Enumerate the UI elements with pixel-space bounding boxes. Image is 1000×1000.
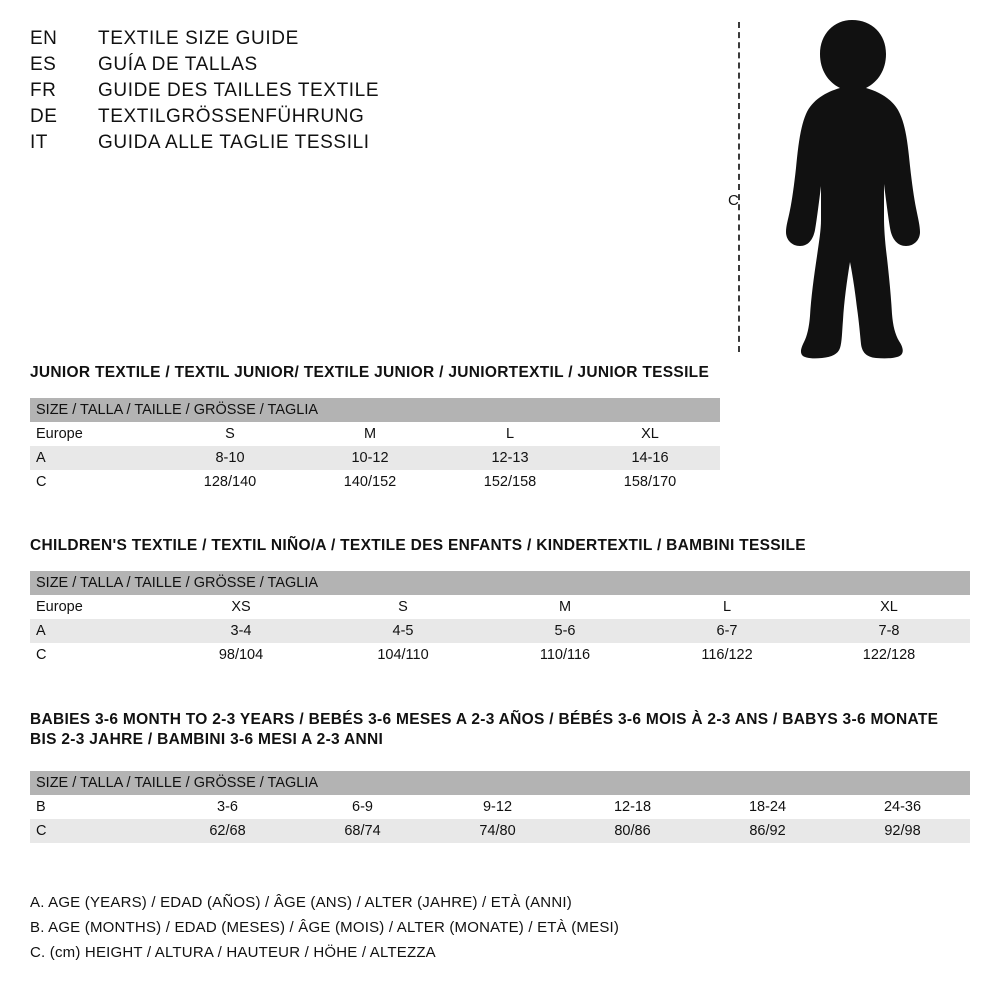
legend-line-c: C. (cm) HEIGHT / ALTURA / HAUTEUR / HÖHE / ALTEZZA bbox=[30, 944, 436, 961]
table-junior bbox=[30, 398, 720, 494]
title-row-fr bbox=[30, 80, 590, 102]
height-dashed-line bbox=[738, 22, 740, 352]
cell-value: 104/110 bbox=[322, 643, 484, 667]
cell-value: 6-9 bbox=[295, 795, 430, 819]
row-label-europe: Europe bbox=[30, 422, 160, 446]
cell-value: 7-8 bbox=[808, 619, 970, 643]
title-text-it: GUIDA ALLE TAGLIE TESSILI bbox=[98, 132, 370, 153]
section-heading-babies: BABIES 3-6 MONTH TO 2-3 YEARS / BEBÉS 3-6 MESES A 2-3 AÑOS / BÉBÉS 3-6 MOIS À 2-3 ANS / BABYS 3-6 MONATE BIS 2-3 JAHRE / BAMBINI 3-6 MESI A 2-3 ANNI bbox=[30, 711, 939, 748]
row-label-a: A bbox=[30, 619, 160, 643]
section-heading-children: CHILDREN'S TEXTILE / TEXTIL NIÑO/A / TEXTILE DES ENFANTS / KINDERTEXTIL / BAMBINI TESSILE bbox=[30, 537, 806, 554]
legend-line-a: A. AGE (YEARS) / EDAD (AÑOS) / ÂGE (ANS) / ALTER (JAHRE) / ETÀ (ANNI) bbox=[30, 894, 572, 911]
cell-value: 140/152 bbox=[300, 470, 440, 494]
height-measure-label: C bbox=[728, 192, 739, 209]
cell-value: XL bbox=[580, 422, 720, 446]
row-label-europe: Europe bbox=[30, 595, 160, 619]
cell-value: 14-16 bbox=[580, 446, 720, 470]
table-row bbox=[30, 619, 970, 643]
cell-value: M bbox=[300, 422, 440, 446]
table-junior-header-bar bbox=[30, 398, 720, 422]
cell-value: S bbox=[160, 422, 300, 446]
table-children-header-label: SIZE / TALLA / TAILLE / GRÖSSE / TAGLIA bbox=[30, 571, 970, 595]
cell-value: XS bbox=[160, 595, 322, 619]
cell-value: 116/122 bbox=[646, 643, 808, 667]
title-text-fr: GUIDE DES TAILLES TEXTILE bbox=[98, 80, 380, 101]
title-lang-en: EN bbox=[30, 28, 58, 49]
row-label-b: B bbox=[30, 795, 160, 819]
cell-value: 3-6 bbox=[160, 795, 295, 819]
table-babies bbox=[30, 771, 970, 843]
cell-value: 68/74 bbox=[295, 819, 430, 843]
title-block bbox=[30, 28, 590, 158]
title-lang-fr: FR bbox=[30, 80, 57, 101]
title-row-en bbox=[30, 28, 590, 50]
table-row bbox=[30, 819, 970, 843]
cell-value: 62/68 bbox=[160, 819, 295, 843]
title-row-es bbox=[30, 54, 590, 76]
cell-value: 80/86 bbox=[565, 819, 700, 843]
table-row bbox=[30, 446, 720, 470]
cell-value: L bbox=[440, 422, 580, 446]
table-children-header-bar bbox=[30, 571, 970, 595]
row-label-a: A bbox=[30, 446, 160, 470]
cell-value: 4-5 bbox=[322, 619, 484, 643]
cell-value: 12-18 bbox=[565, 795, 700, 819]
table-babies-header-label: SIZE / TALLA / TAILLE / GRÖSSE / TAGLIA bbox=[30, 771, 970, 795]
cell-value: S bbox=[322, 595, 484, 619]
cell-value: 158/170 bbox=[580, 470, 720, 494]
cell-value: 122/128 bbox=[808, 643, 970, 667]
child-silhouette-icon bbox=[756, 14, 946, 359]
cell-value: 18-24 bbox=[700, 795, 835, 819]
legend bbox=[30, 890, 619, 965]
cell-value: 10-12 bbox=[300, 446, 440, 470]
table-row bbox=[30, 795, 970, 819]
title-row-it bbox=[30, 132, 590, 154]
cell-value: 128/140 bbox=[160, 470, 300, 494]
title-text-en: TEXTILE SIZE GUIDE bbox=[98, 28, 299, 49]
table-children bbox=[30, 571, 970, 667]
cell-value: 86/92 bbox=[700, 819, 835, 843]
cell-value: 92/98 bbox=[835, 819, 970, 843]
cell-value: 24-36 bbox=[835, 795, 970, 819]
cell-value: 98/104 bbox=[160, 643, 322, 667]
row-label-c: C bbox=[30, 643, 160, 667]
cell-value: 110/116 bbox=[484, 643, 646, 667]
table-row bbox=[30, 595, 970, 619]
table-row bbox=[30, 643, 970, 667]
title-lang-it: IT bbox=[30, 132, 48, 153]
cell-value: 12-13 bbox=[440, 446, 580, 470]
cell-value: 3-4 bbox=[160, 619, 322, 643]
section-heading-junior: JUNIOR TEXTILE / TEXTIL JUNIOR/ TEXTILE JUNIOR / JUNIORTEXTIL / JUNIOR TESSILE bbox=[30, 364, 710, 381]
cell-value: XL bbox=[808, 595, 970, 619]
title-text-es: GUÍA DE TALLAS bbox=[98, 54, 258, 75]
cell-value: L bbox=[646, 595, 808, 619]
title-lang-de: DE bbox=[30, 106, 58, 127]
height-measurement-figure bbox=[728, 14, 958, 359]
cell-value: 8-10 bbox=[160, 446, 300, 470]
legend-line-b: B. AGE (MONTHS) / EDAD (MESES) / ÂGE (MOIS) / ALTER (MONATE) / ETÀ (MESI) bbox=[30, 919, 620, 936]
title-lang-es: ES bbox=[30, 54, 57, 75]
title-text-de: TEXTILGRÖSSENFÜHRUNG bbox=[98, 106, 365, 127]
table-junior-header-label: SIZE / TALLA / TAILLE / GRÖSSE / TAGLIA bbox=[30, 398, 720, 422]
cell-value: 9-12 bbox=[430, 795, 565, 819]
cell-value: 6-7 bbox=[646, 619, 808, 643]
row-label-c: C bbox=[30, 470, 160, 494]
cell-value: 152/158 bbox=[440, 470, 580, 494]
table-row bbox=[30, 422, 720, 446]
title-row-de bbox=[30, 106, 590, 128]
row-label-c: C bbox=[30, 819, 160, 843]
cell-value: 74/80 bbox=[430, 819, 565, 843]
cell-value: 5-6 bbox=[484, 619, 646, 643]
cell-value: M bbox=[484, 595, 646, 619]
table-babies-header-bar bbox=[30, 771, 970, 795]
table-row bbox=[30, 470, 720, 494]
